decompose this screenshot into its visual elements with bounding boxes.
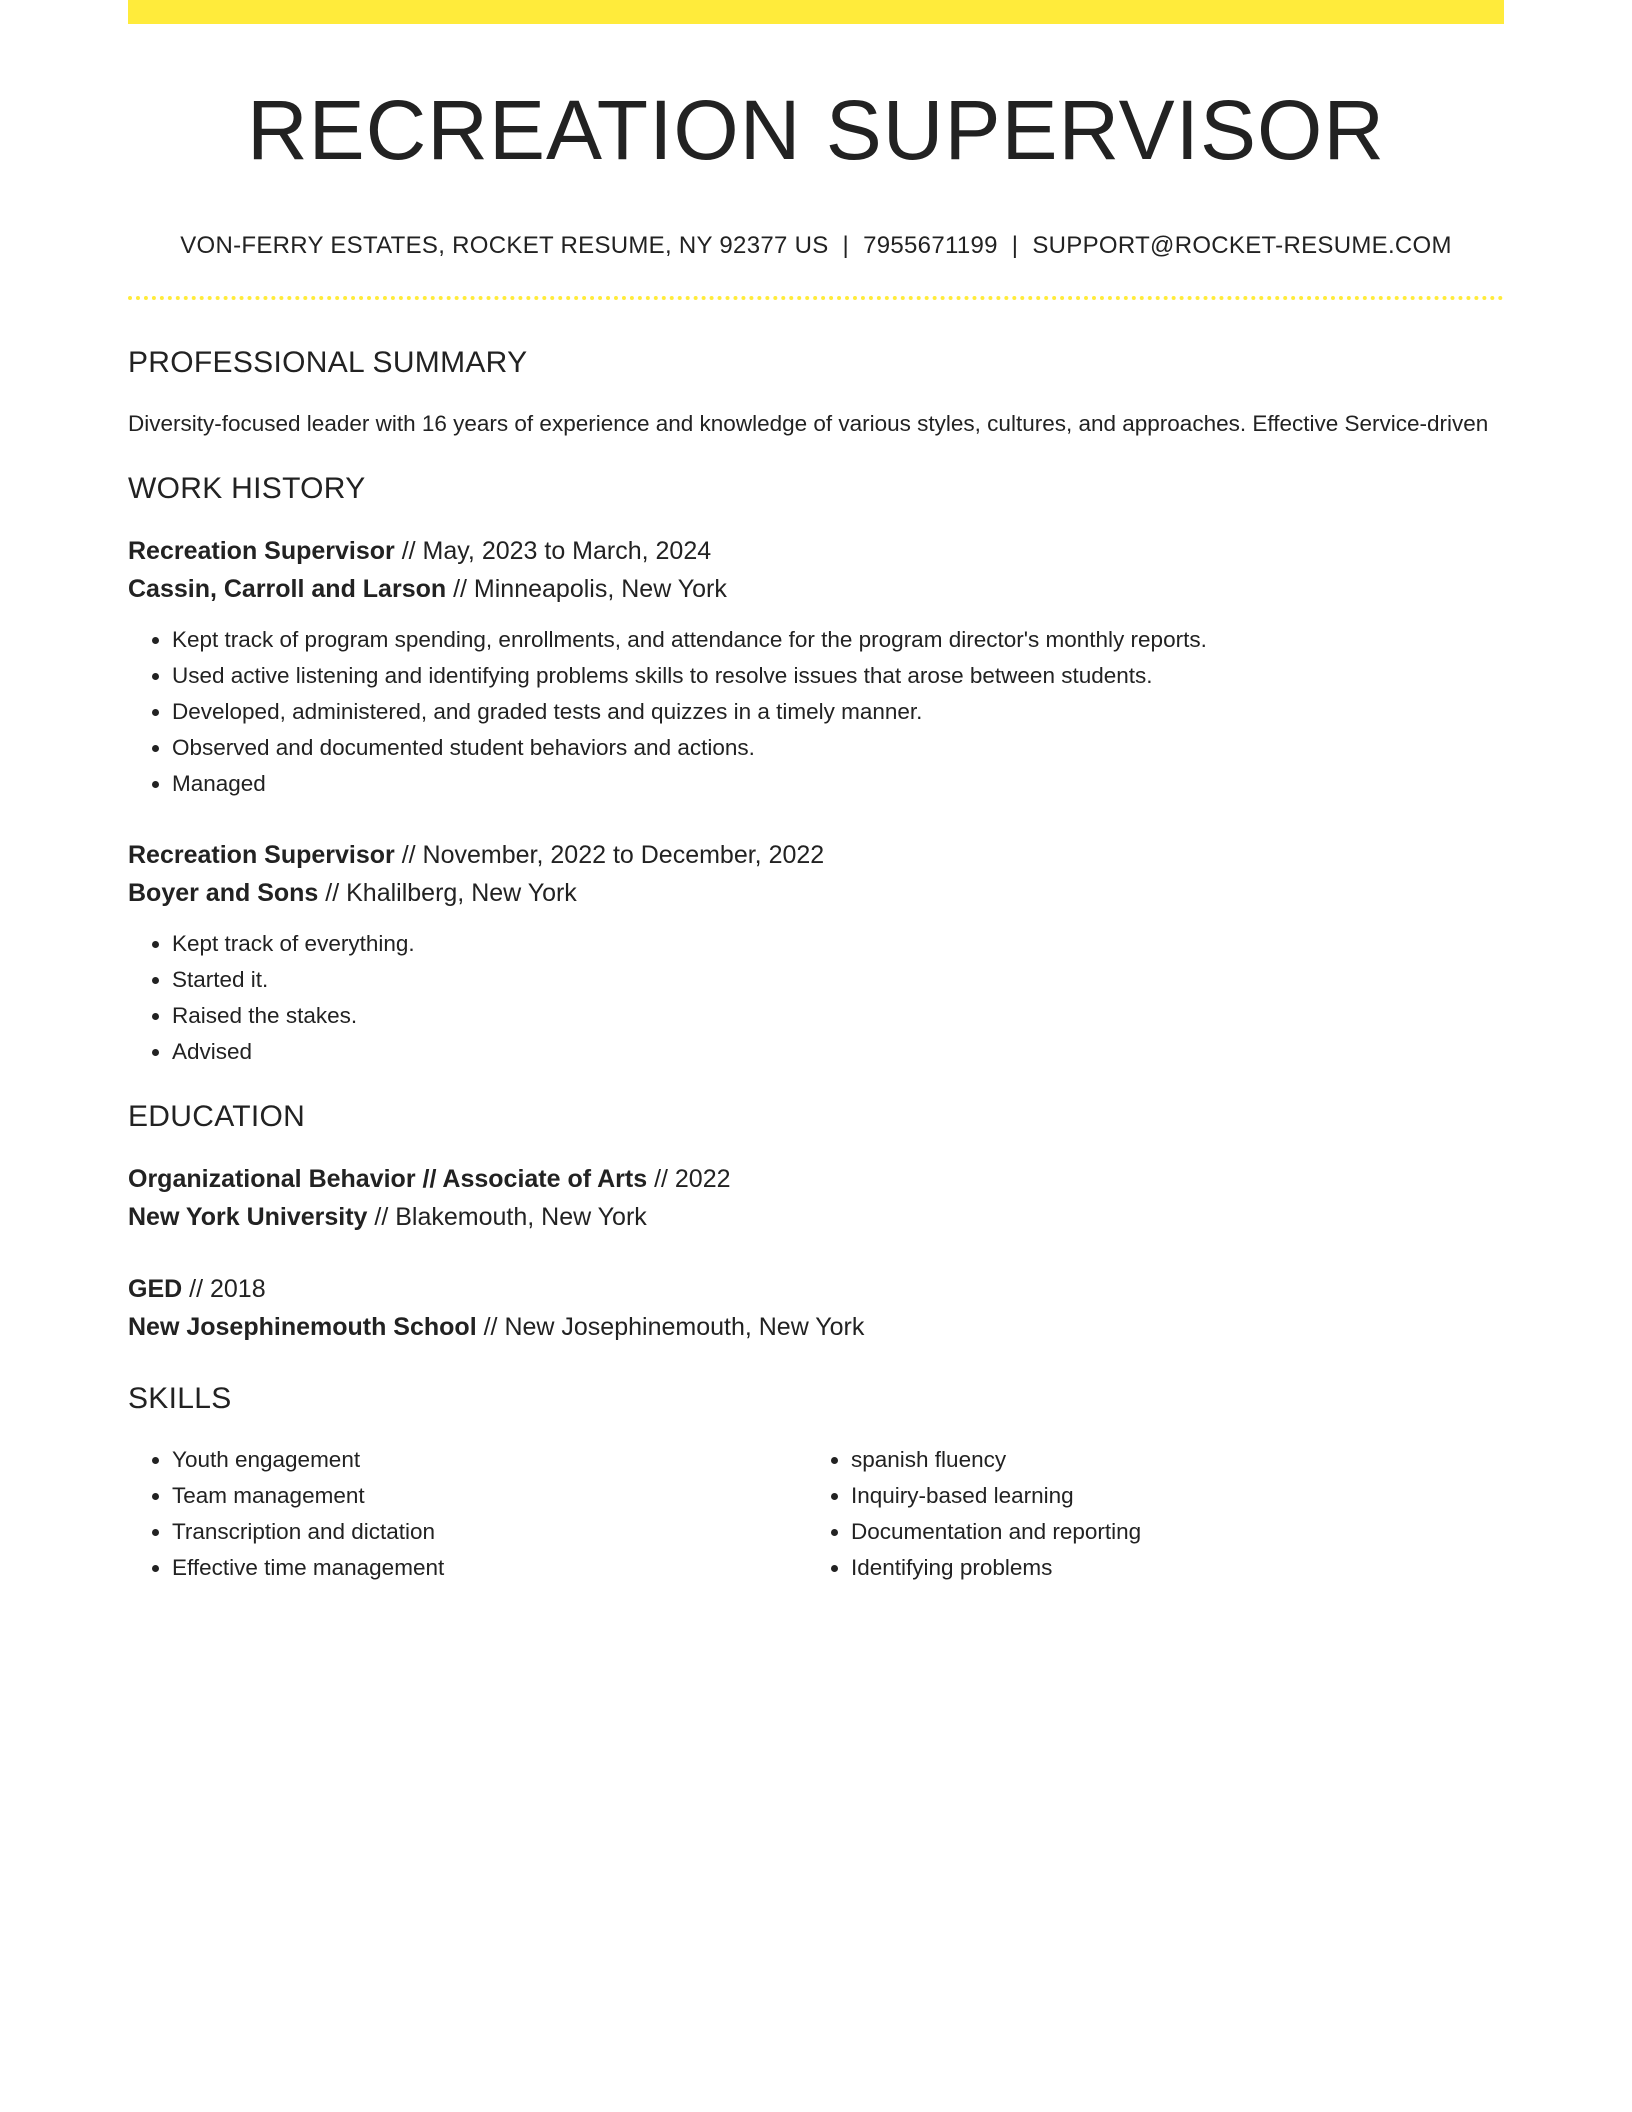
list-item: • Managed [172, 766, 1504, 802]
school: New Josephinemouth School [128, 1313, 477, 1342]
header-divider [128, 296, 1504, 300]
degree-line [128, 1270, 1504, 1308]
education-heading: EDUCATION [128, 1100, 306, 1134]
degree-line [128, 1160, 1504, 1198]
list-item: • spanish fluency [851, 1442, 1486, 1478]
contact-separator: | [842, 232, 850, 260]
skills-right-list [807, 1442, 1486, 1586]
resume-page [128, 0, 1504, 1586]
school-line [128, 1198, 1504, 1236]
resume-name: RECREATION SUPERVISOR [246, 83, 1386, 177]
list-item: • Started it. [172, 962, 1504, 998]
list-item: • Inquiry-based learning [851, 1478, 1486, 1514]
top-accent-bar [128, 0, 1504, 24]
job-company-line [128, 570, 1504, 608]
list-item: • Identifying problems [851, 1550, 1486, 1586]
school-location: // Blakemouth, New York [374, 1203, 647, 1232]
contact-separator: | [1011, 232, 1019, 260]
skills-left-list [128, 1442, 807, 1586]
list-item: • Kept track of program spending, enrollments, and attendance for the program director's monthly reports. [172, 622, 1504, 658]
job-entry [128, 836, 1504, 1070]
list-item: • Observed and documented student behaviors and actions. [172, 730, 1504, 766]
list-item: • Advised [172, 1034, 1504, 1070]
job-bullets [128, 926, 1504, 1070]
school-line [128, 1308, 1504, 1346]
school: New York University [128, 1203, 368, 1232]
list-item: • Documentation and reporting [851, 1514, 1486, 1550]
degree: GED [128, 1275, 183, 1304]
job-title-line [128, 836, 1504, 874]
job-dates: // May, 2023 to March, 2024 [401, 537, 712, 566]
job-entry [128, 532, 1504, 802]
contact-email: SUPPORT@ROCKET-RESUME.COM [1032, 232, 1452, 260]
work-history-heading: WORK HISTORY [128, 472, 366, 506]
list-item: • Team management [172, 1478, 807, 1514]
degree-year: // 2022 [654, 1165, 731, 1194]
job-title-line [128, 532, 1504, 570]
job-company: Cassin, Carroll and Larson [128, 575, 447, 604]
education-entry [128, 1270, 1504, 1346]
list-item: • Transcription and dictation [172, 1514, 807, 1550]
education-entry [128, 1160, 1504, 1236]
school-location: // New Josephinemouth, New York [483, 1313, 865, 1342]
job-location: // Khalilberg, New York [325, 879, 577, 908]
skills-heading: SKILLS [128, 1382, 232, 1416]
contact-address: VON-FERRY ESTATES, ROCKET RESUME, NY 92377 US [180, 232, 829, 260]
list-item: • Effective time management [172, 1550, 807, 1586]
job-location: // Minneapolis, New York [453, 575, 727, 604]
list-item: • Raised the stakes. [172, 998, 1504, 1034]
list-item: • Youth engagement [172, 1442, 807, 1478]
job-bullets [128, 622, 1504, 802]
summary-text: Diversity-focused leader with 16 years of experience and knowledge of various styles, cultures, and approaches. Effective Service-driven [128, 411, 1489, 437]
list-item: • Developed, administered, and graded tests and quizzes in a timely manner. [172, 694, 1504, 730]
contact-phone: 7955671199 [863, 232, 998, 260]
skills-columns [128, 1442, 1504, 1586]
job-role: Recreation Supervisor [128, 841, 395, 870]
degree: Organizational Behavior // Associate of Arts [128, 1165, 648, 1194]
summary-heading: PROFESSIONAL SUMMARY [128, 346, 528, 380]
job-role: Recreation Supervisor [128, 537, 395, 566]
job-company: Boyer and Sons [128, 879, 319, 908]
job-company-line [128, 874, 1504, 912]
list-item: • Kept track of everything. [172, 926, 1504, 962]
contact-line [128, 232, 1504, 260]
list-item: • Used active listening and identifying problems skills to resolve issues that arose between students. [172, 658, 1504, 694]
job-dates: // November, 2022 to December, 2022 [401, 841, 825, 870]
degree-year: // 2018 [189, 1275, 266, 1304]
